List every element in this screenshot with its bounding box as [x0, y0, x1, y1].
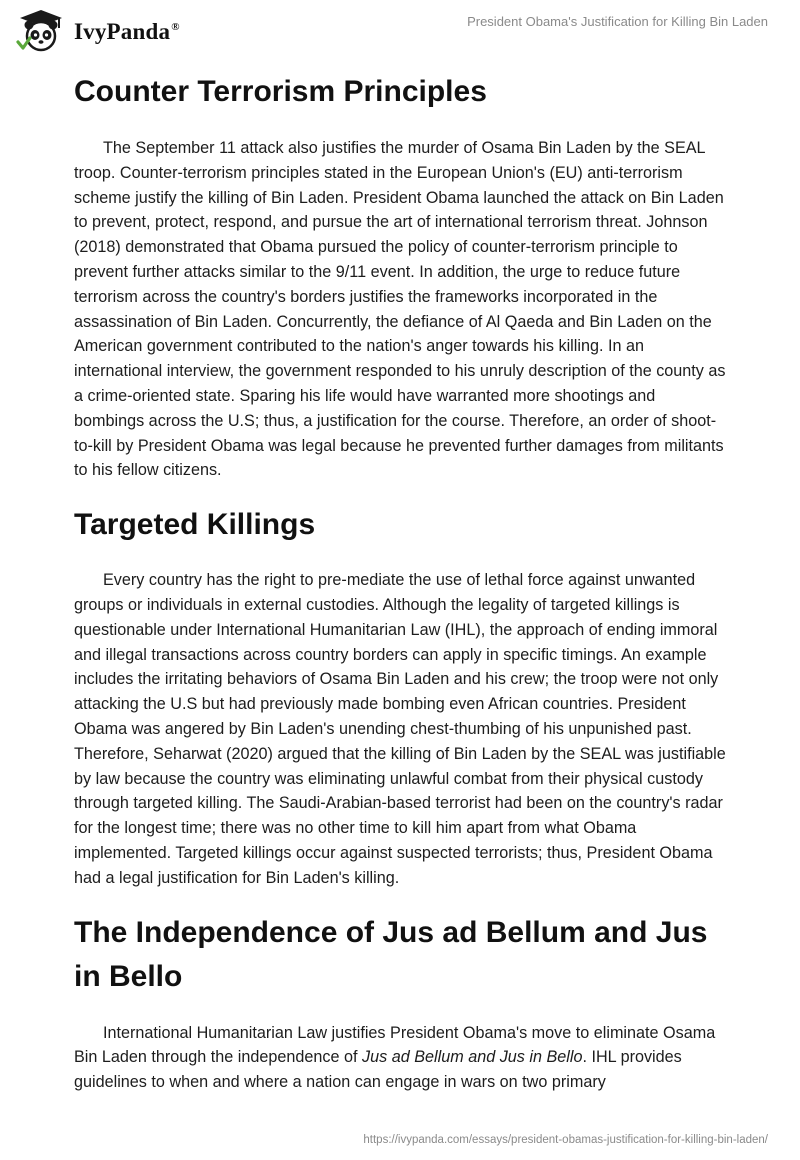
section-heading-targeted-killings: Targeted Killings [74, 508, 316, 542]
section-paragraph-jus-ad-bellum [74, 1021, 726, 1095]
ivypanda-logo[interactable] [14, 8, 180, 54]
paragraph-text-start: International Humanitarian Law justifies President Obama's move to eliminate Osama Bin Laden through the independence of [74, 1023, 716, 1067]
paragraph-italic-term: Jus ad Bellum and Jus in Bello [362, 1048, 583, 1067]
brand-name: IvyPanda® [74, 19, 180, 44]
source-url[interactable]: https://ivypanda.com/essays/president-obamas-justification-for-killing-bin-laden/ [363, 1134, 768, 1146]
section-heading-jus-ad-bellum: The Independence of Jus ad Bellum and Jus in Bello [74, 915, 708, 993]
paragraph-text-end: . IHL provides guidelines to when and where a nation can engage in wars on two primary [74, 1048, 682, 1092]
section-paragraph-counter-terrorism: The September 11 attack also justifies the murder of Osama Bin Laden by the SEAL troop. Counter-terrorism principles stated in the European Union's (EU) anti-terrorism scheme justify the killing of Bin Laden. President Obama launched the attack on Bin Laden to prevent, protect, respond, and pursue the art of international terrorism threat. Johnson (2018) demonstrated that Obama pursued the policy of counter-terrorism principle to prevent further attacks similar to the 9/11 event. In addition, the urge to reduce future terrorism across the country's borders justifies the frameworks incorporated in the assassination of Bin Laden. Concurrently, the defiance of Al Qaeda and Bin Laden on the American government contributed to the nation's anger towards his killing. In an international interview, the government responded to his unruly description of the county as a crime-oriented state. Sparing his life would have warranted more shootings and bombings across the U.S; thus, a justification for the course. Therefore, an order of shoot-to-kill by President Obama was legal because he prevented further damages from militants to his fellow citizens. [74, 139, 726, 480]
section-heading-counter-terrorism: Counter Terrorism Principles [74, 75, 487, 108]
page-header [0, 0, 800, 62]
section-paragraph-targeted-killings: Every country has the right to pre-mediate the use of lethal force against unwanted groups or individuals in external custodies. Although the legality of targeted killings is questionable under International Humanitarian Law (IHL), the approach of ending immoral and illegal transactions across country borders can apply in specific timings. An example includes the irritating behaviors of Osama Bin Laden and his crew; the troop were not only attacking the U.S but had previously made bombing even African countries. President Obama was angered by Bin Laden's unending chest-thumbing of his unpunished past. Therefore, Seharwat (2020) argued that the killing of Bin Laden by the SEAL was justifiable by law because the country was eliminating unlawful combat from their physical custody through targeted killing. The Saudi-Arabian-based terrorist had been on the country's radar for the longest time; there was no other time to kill him apart from what Obama implemented. Targeted killings occur against suspected terrorists; thus, President Obama had a legal justification for Bin Laden's killing. [74, 571, 726, 887]
document-title: President Obama's Justification for Killing Bin Laden [467, 14, 768, 29]
registered-mark: ® [171, 21, 180, 34]
panda-graduate-icon [14, 8, 68, 54]
essay-content [74, 70, 726, 1095]
